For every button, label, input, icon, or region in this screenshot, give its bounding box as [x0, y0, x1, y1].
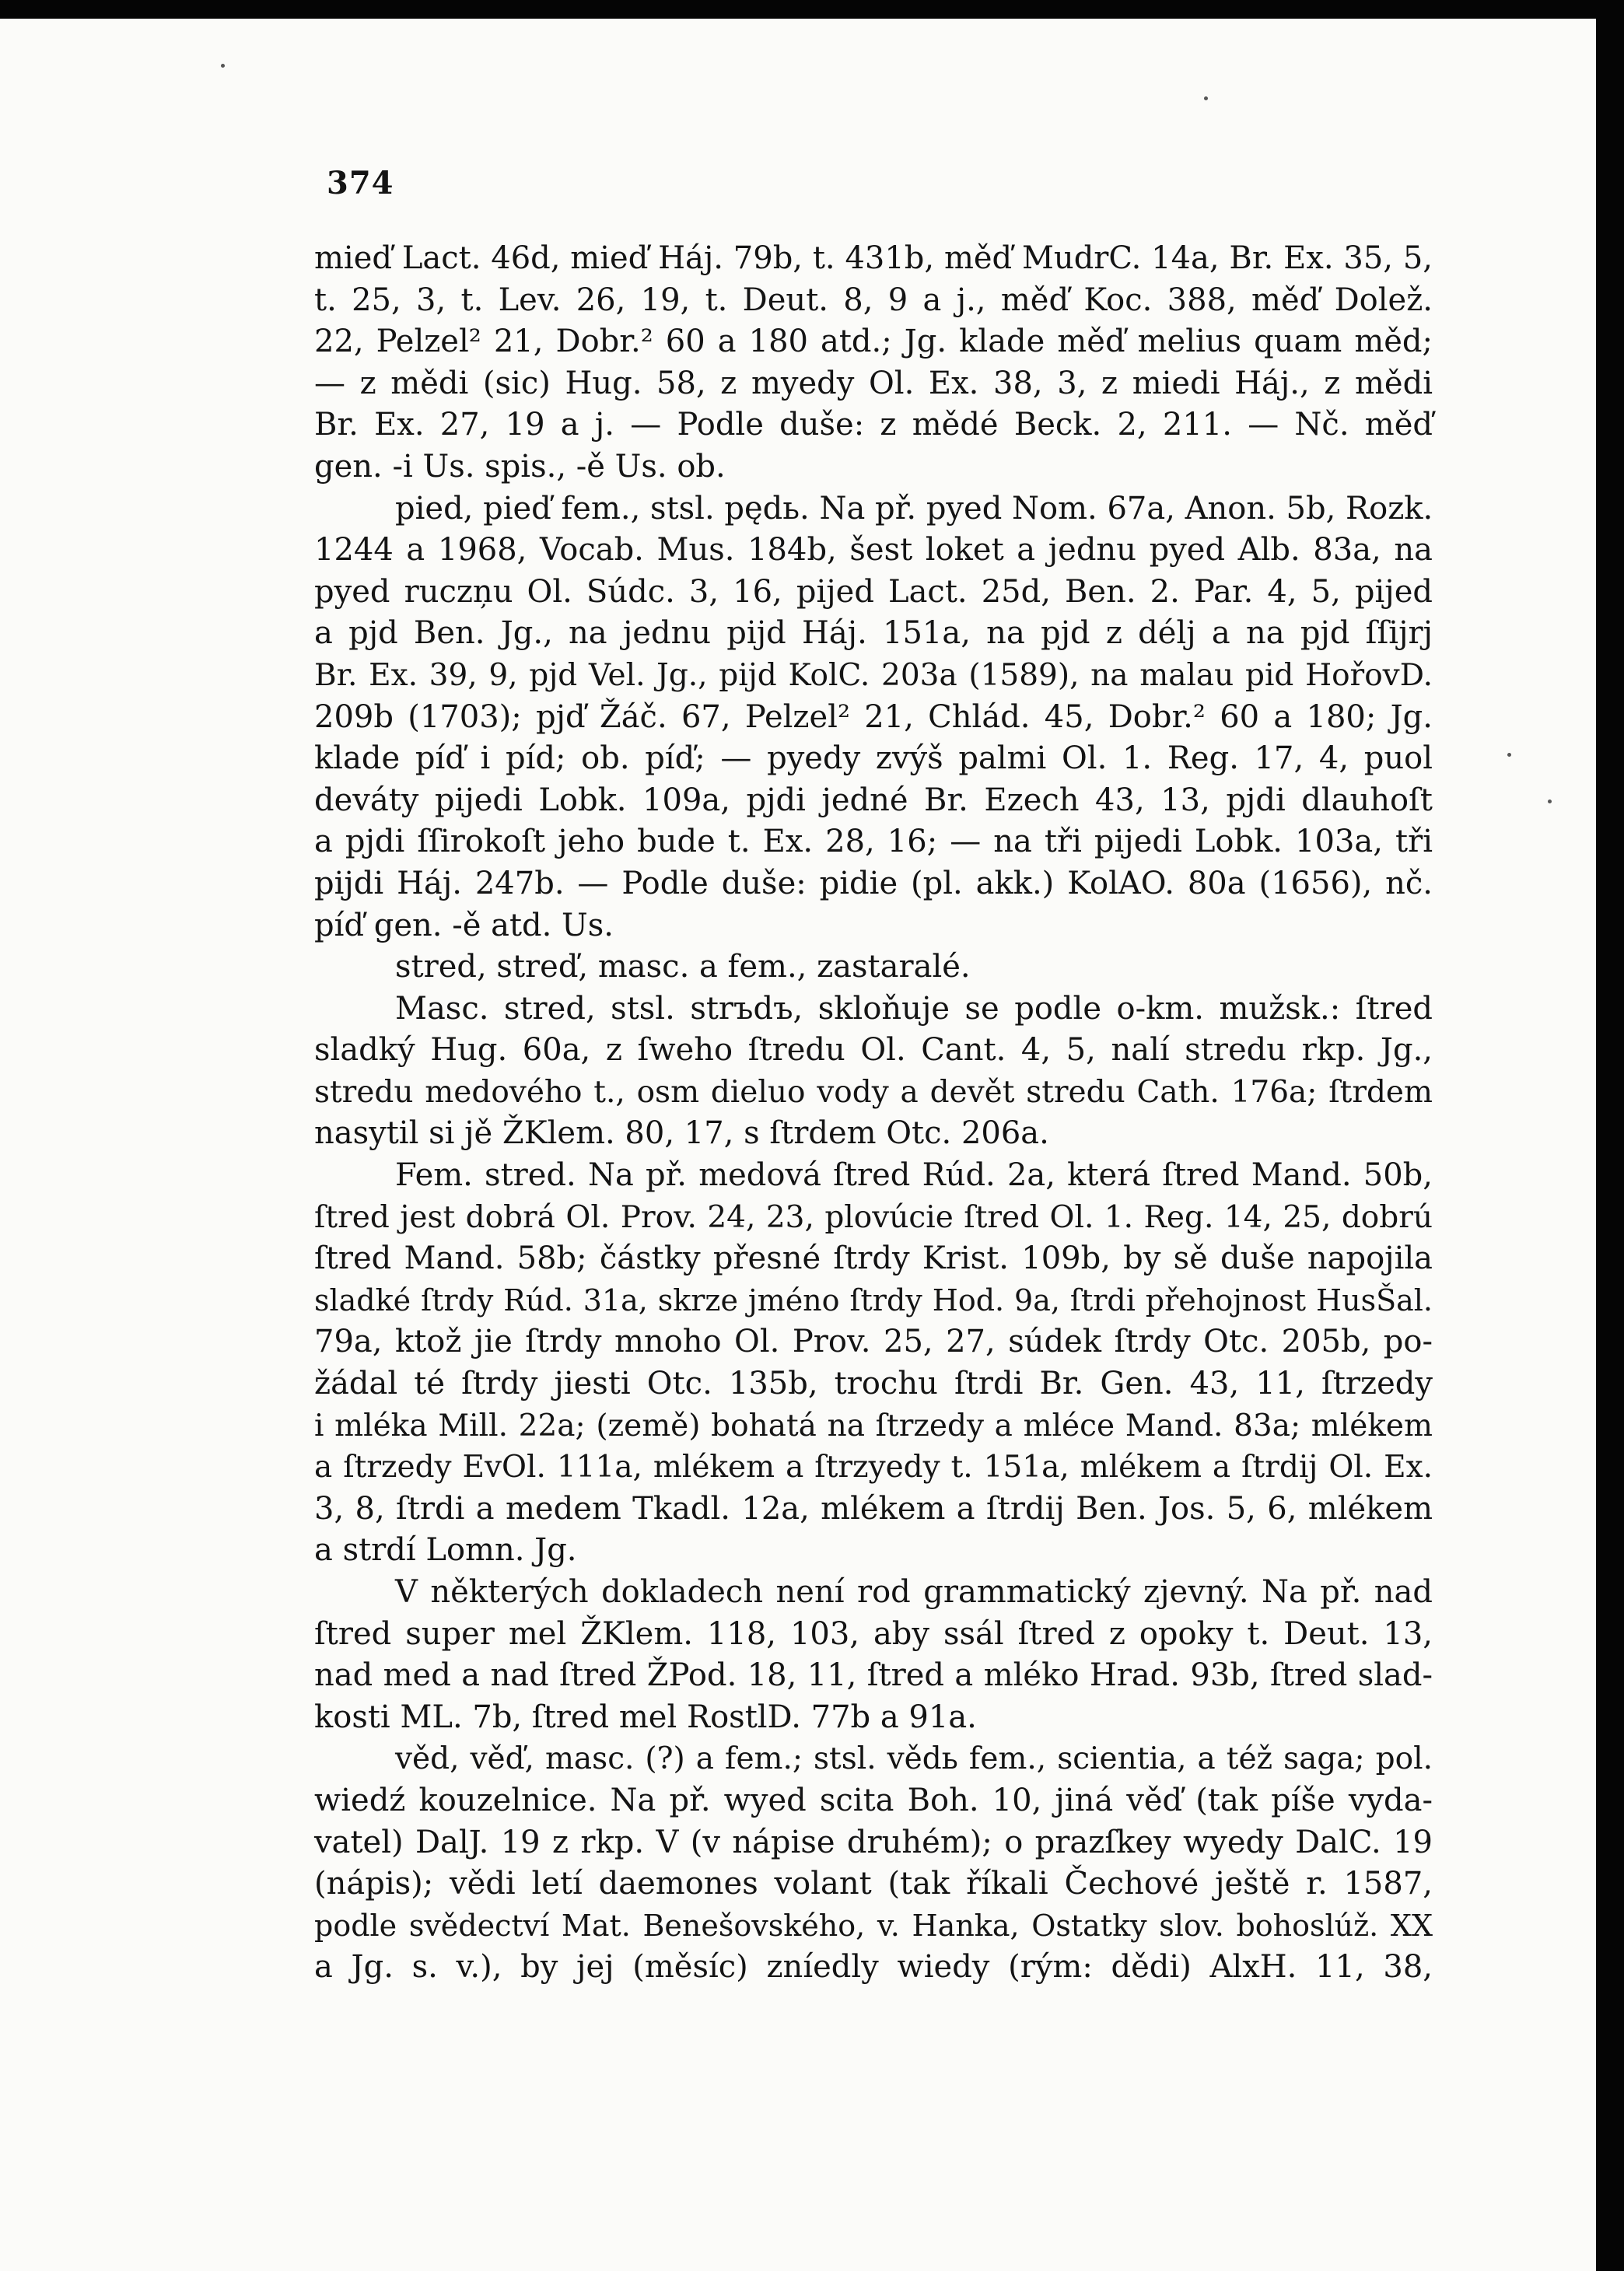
text-line: a pjdi ſſirokoſt jeho bude t. Ex. 28, 16; — na tři pijedi Lobk. 103a, tři [314, 824, 1433, 860]
text-line: žádal té ſtrdy jiesti Otc. 135b, trochu ſtrdi Br. Gen. 43, 11, ſtrzedy [314, 1366, 1433, 1402]
text-line: t. 25, 3, t. Lev. 26, 19, t. Deut. 8, 9 a j., měď Koc. 388, měď Dolež. [314, 282, 1433, 318]
text-line: stred, streď, masc. a fem., zastaralé. [395, 949, 971, 985]
text-line: V některých dokladech není rod grammatický zjevný. Na př. nad [395, 1574, 1433, 1610]
text-line: 209b (1703); pjď Žáč. 67, Pelzel² 21, Chlád. 45, Dobr.² 60 a 180; Jg. [314, 698, 1433, 735]
text-line: sladké ſtrdy Rúd. 31a, skrze jméno ſtrdy Hod. 9a, ſtrdi přehojnost HusŠal. [314, 1282, 1433, 1317]
text-line: nasytil si jě ŽKlem. 80, 17, s ſtrdem Otc. 206a. [314, 1115, 1049, 1152]
page-number: 374 [327, 165, 394, 201]
scan-speck [1204, 96, 1208, 100]
text-line: a strdí Lomn. Jg. [314, 1532, 577, 1569]
text-line: podle svědectví Mat. Benešovského, v. Hanka, Ostatky slov. bohoslúž. XX [314, 1908, 1433, 1943]
text-line: kosti ML. 7b, ſtred mel RostlD. 77b a 91a. [314, 1699, 977, 1735]
text-line: deváty pijedi Lobk. 109a, pjdi jedné Br. Ezech 43, 13, pjdi dlauhoſt [314, 782, 1433, 818]
text-line: pyed ruczņu Ol. Súdc. 3, 16, pijed Lact. 25d, Ben. 2. Par. 4, 5, pijed [314, 573, 1433, 610]
text-line: ſtred jest dobrá Ol. Prov. 24, 23, plovúcie ſtred Ol. 1. Reg. 14, 25, dobrú [314, 1199, 1433, 1235]
text-line: a Jg. s. v.), by jej (měsíc) zníedly wiedy (rým: dědi) AlxH. 11, 38, [314, 1949, 1433, 1986]
body-text [314, 238, 1433, 1989]
text-line: mieď Lact. 46d, mieď Háj. 79b, t. 431b, měď MudrC. 14a, Br. Ex. 35, 5, [314, 240, 1433, 276]
scan-speck [1548, 800, 1552, 803]
text-line: a pjd Ben. Jg., na jednu pijd Háj. 151a, na pjd z délj a na pjd ſſijrj [314, 615, 1433, 652]
text-line: wiedź kouzelnice. Na př. wyed scita Boh. 10, jiná věď (tak píše vyda- [314, 1782, 1433, 1818]
text-line: 3, 8, ſtrdi a medem Tkadl. 12a, mlékem a ſtrdij Ben. Jos. 5, 6, mlékem [314, 1490, 1433, 1527]
text-line: ſtred super mel ŽKlem. 118, 103, aby ssál ſtred z opoky t. Deut. 13, [314, 1615, 1433, 1652]
scan-border-top [0, 0, 1624, 19]
scan-speck [221, 64, 225, 68]
text-line: — z mědi (sic) Hug. 58, z myedy Ol. Ex. 38, 3, z miedi Háj., z mědi [314, 365, 1433, 401]
text-line: Br. Ex. 27, 19 a j. — Podle duše: z mědé Beck. 2, 211. — Nč. měď [314, 407, 1433, 443]
text-line: nad med a nad ſtred ŽPod. 18, 11, ſtred a mléko Hrad. 93b, ſtred slad- [314, 1657, 1433, 1694]
text-line: pied, pieď fem., stsl. pędь. Na př. pyed Nom. 67a, Anon. 5b, Rozk. [395, 490, 1433, 527]
text-line: gen. -i Us. spis., -ě Us. ob. [314, 448, 726, 485]
text-line: ſtred Mand. 58b; částky přesné ſtrdy Krist. 109b, by sě duše napojila [314, 1240, 1433, 1277]
text-line: stredu medového t., osm dieluo vody a devět stredu Cath. 176a; ſtrdem [314, 1074, 1433, 1110]
text-line: píď gen. -ě atd. Us. [314, 907, 614, 943]
text-line: pijdi Háj. 247b. — Podle duše: pidie (pl. akk.) KolAO. 80a (1656), nč. [314, 865, 1433, 901]
text-line: 1244 a 1968, Vocab. Mus. 184b, šest loket a jednu pyed Alb. 83a, na [314, 532, 1433, 569]
text-line: (nápis); vědi letí daemones volant (tak říkali Čechové ještě r. 1587, [314, 1866, 1433, 1902]
text-line: i mléka Mill. 22a; (země) bohatá na ſtrzedy a mléce Mand. 83a; mlékem [314, 1408, 1433, 1443]
text-line: Masc. stred, stsl. strъdъ, skloňuje se podle o-km. mužsk.: ſtred [395, 990, 1433, 1027]
scan-speck [1507, 753, 1511, 757]
text-line: a ſtrzedy EvOl. 111a, mlékem a ſtrzyedy t. 151a, mlékem a ſtrdij Ol. Ex. [314, 1450, 1433, 1485]
scan-border-right [1596, 0, 1624, 2271]
text-line: Fem. stred. Na př. medová ſtred Rúd. 2a, která ſtred Mand. 50b, [395, 1157, 1433, 1194]
text-line: sladký Hug. 60a, z ſweho ſtredu Ol. Cant. 4, 5, nalí stredu rkp. Jg., [314, 1032, 1433, 1069]
text-line: 79a, ktož jie ſtrdy mnoho Ol. Prov. 25, 27, súdek ſtrdy Otc. 205b, po- [314, 1324, 1433, 1360]
text-line: 22, Pelzel² 21, Dobr.² 60 a 180 atd.; Jg. klade měď melius quam měd; [314, 324, 1433, 360]
text-line: Br. Ex. 39, 9, pjd Vel. Jg., pijd KolC. 203a (1589), na malau pid HořovD. [314, 657, 1433, 693]
text-line: klade píď i píd; ob. píď; — pyedy zvýš palmi Ol. 1. Reg. 17, 4, puol [314, 740, 1433, 777]
text-line: věd, věď, masc. (?) a fem.; stsl. vědь fem., scientia, a též saga; pol. [395, 1741, 1433, 1777]
text-line: vatel) DalJ. 19 z rkp. V (v nápise druhém); o prazſkey wyedy DalC. 19 [314, 1824, 1433, 1860]
